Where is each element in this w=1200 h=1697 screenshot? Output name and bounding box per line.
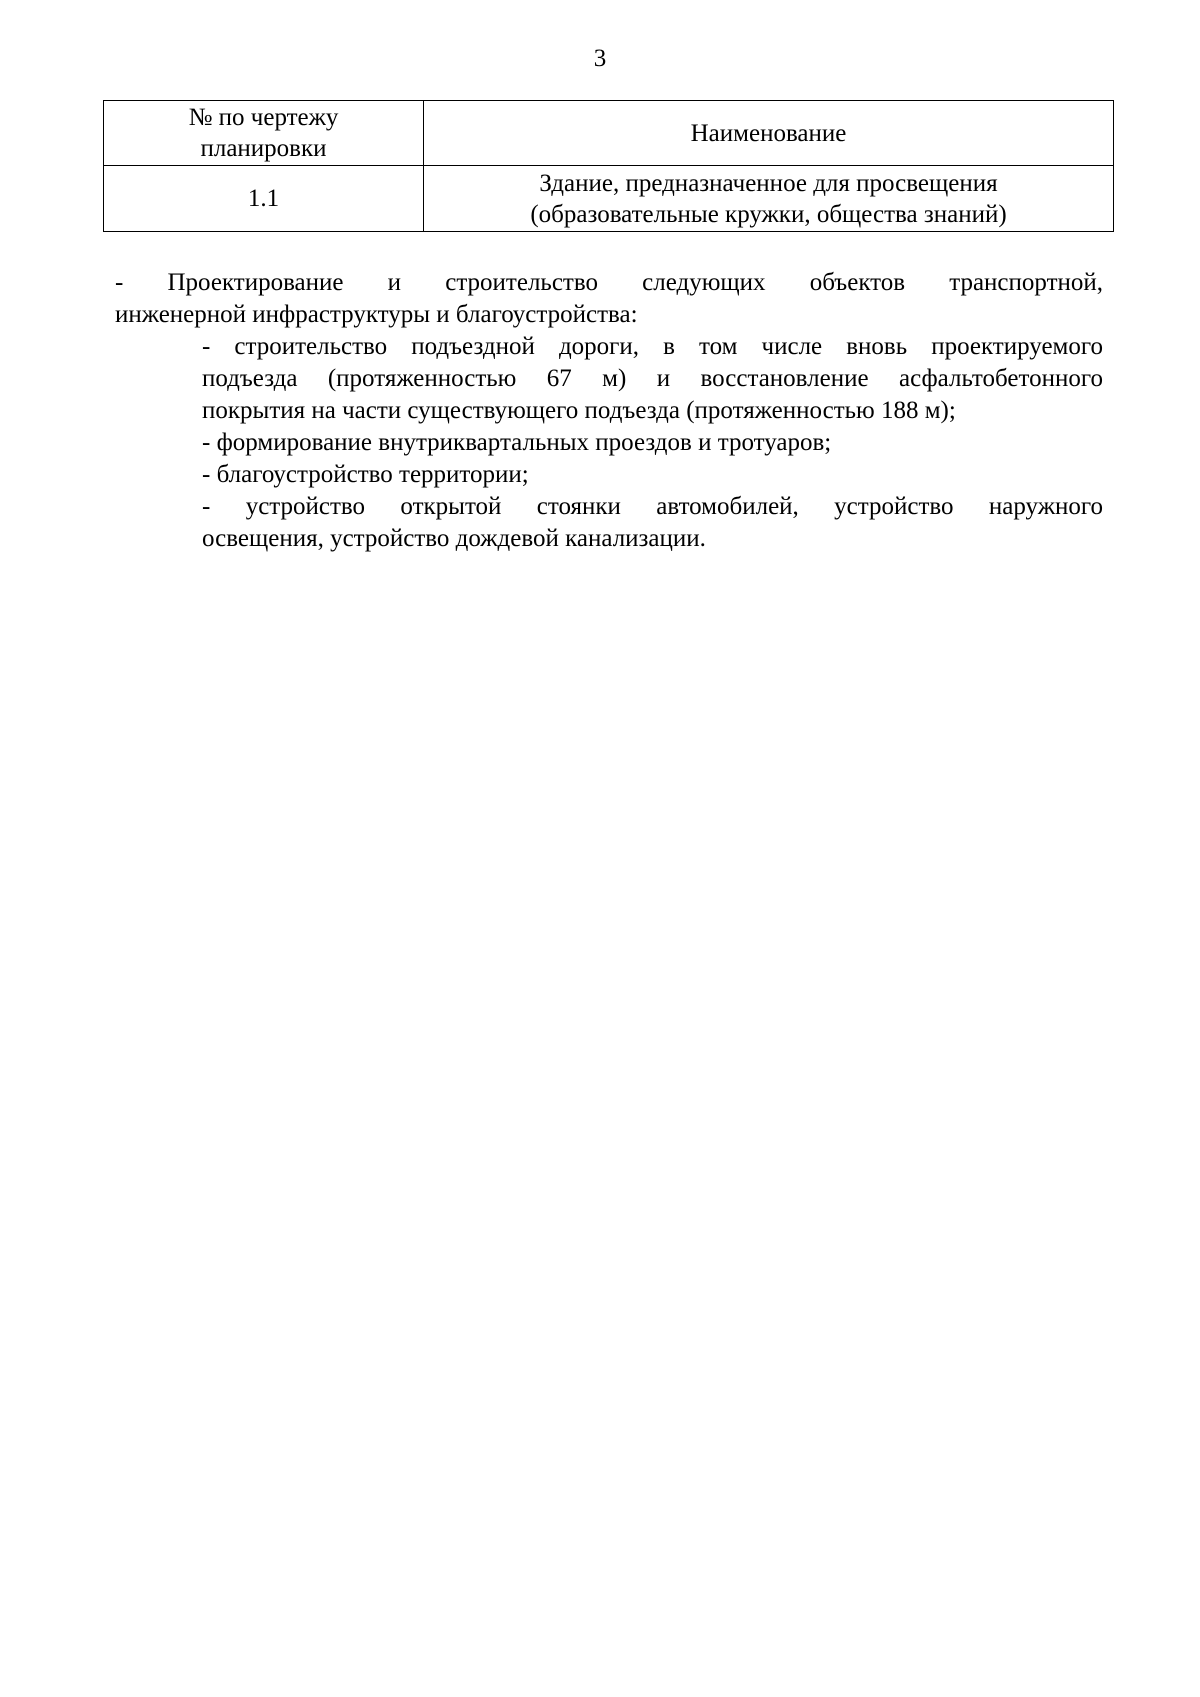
list-item-landscaping xyxy=(202,459,1103,491)
objects-table xyxy=(103,100,1114,232)
list-item-landscaping-line-1: - благоустройство территории; xyxy=(202,461,529,488)
header-plan-number-line-1: № по чертежу xyxy=(188,104,339,131)
body-text xyxy=(115,267,1103,555)
row-name-line-1: Здание, предназначенное для просвещения xyxy=(539,169,998,197)
intro-line-1: - Проектирование и строительство следующих объектов транспортной, xyxy=(115,269,1103,296)
list-item-road-line-2: подъезда (протяженностью 67 м) и восстановление асфальтобетонного xyxy=(202,365,1103,392)
list-item-driveways-line-1: - формирование внутриквартальных проездов и тротуаров; xyxy=(202,429,832,456)
header-plan-number xyxy=(104,101,424,166)
intro-paragraph xyxy=(115,267,1103,331)
row-name-line-2: (образовательные кружки, общества знаний) xyxy=(530,200,1007,228)
list-item-parking-line-1: - устройство открытой стоянки автомобилей, устройство наружного xyxy=(202,493,1103,520)
table-row xyxy=(104,166,1114,232)
header-name: Наименование xyxy=(424,101,1114,166)
page-number: 3 xyxy=(593,45,607,72)
list-item-road-line-3: покрытия на части существующего подъезда (протяженностью 188 м); xyxy=(202,397,956,424)
list-item-parking-line-2: освещения, устройство дождевой канализации. xyxy=(202,525,706,552)
list-item-driveways xyxy=(202,427,1103,459)
intro-line-2: инженерной инфраструктуры и благоустройства: xyxy=(115,301,638,328)
table-header-row xyxy=(104,101,1114,166)
list-item-parking xyxy=(202,491,1103,555)
header-plan-number-line-2: планировки xyxy=(200,135,327,162)
row-name xyxy=(424,166,1114,232)
list-item-road xyxy=(202,331,1103,427)
row-plan-number: 1.1 xyxy=(104,166,424,232)
list-item-road-line-1: - строительство подъездной дороги, в том числе вновь проектируемого xyxy=(202,333,1103,360)
